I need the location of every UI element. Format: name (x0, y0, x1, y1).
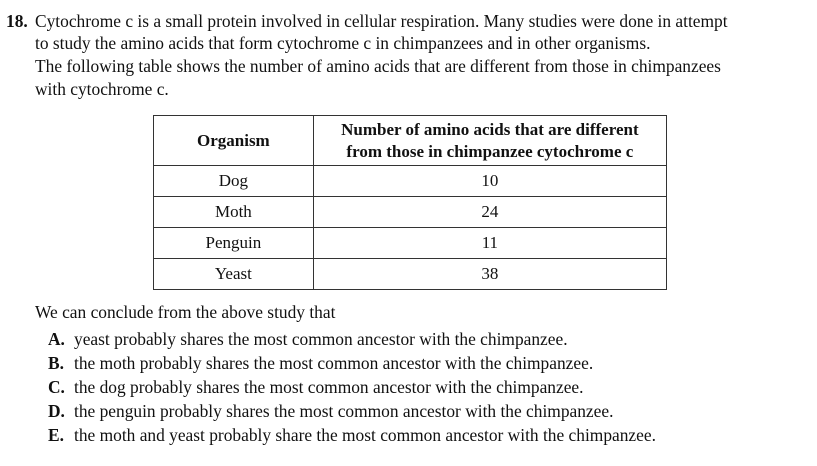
option-letter: D. (48, 401, 65, 421)
option-text: the dog probably shares the most common ancestor with the chimpanzee. (74, 377, 584, 397)
option-text: yeast probably shares the most common ancestor with the chimpanzee. (74, 329, 568, 349)
organism-cell: Dog (154, 166, 314, 197)
answer-option-c[interactable] (48, 376, 584, 398)
table-row (154, 166, 667, 197)
difference-value-cell: 10 (313, 166, 666, 197)
table-row (154, 197, 667, 228)
organism-cell: Yeast (154, 259, 314, 290)
table-row (154, 228, 667, 259)
question-stem: We can conclude from the above study that (35, 302, 336, 322)
header-difference-line-1: Number of amino acids that are different (341, 119, 639, 139)
header-difference-line-2: from those in chimpanzee cytochrome c (346, 141, 634, 161)
option-text: the moth probably shares the most common ancestor with the chimpanzee. (74, 353, 594, 373)
option-letter: A. (48, 329, 65, 349)
option-text: the moth and yeast probably share the most common ancestor with the chimpanzee. (74, 425, 656, 445)
option-letter: C. (48, 377, 65, 397)
table-row (154, 259, 667, 290)
organism-cell: Penguin (154, 228, 314, 259)
question-text-line-1: Cytochrome c is a small protein involved in cellular respiration. Many studies were done in attempt (35, 11, 728, 31)
difference-value-cell: 24 (313, 197, 666, 228)
answer-option-d[interactable] (48, 400, 613, 422)
option-letter: E. (48, 425, 64, 445)
amino-acid-difference-table (153, 115, 667, 290)
table-header-row (154, 116, 667, 166)
question-text-line-2: to study the amino acids that form cytochrome c in chimpanzees and in other organisms. (35, 33, 651, 53)
header-amino-acid-difference (313, 116, 666, 166)
answer-option-a[interactable] (48, 328, 568, 350)
option-letter: B. (48, 353, 64, 373)
answer-option-e[interactable] (48, 424, 656, 446)
question-text-line-4: with cytochrome c. (35, 79, 169, 99)
difference-value-cell: 11 (313, 228, 666, 259)
organism-cell: Moth (154, 197, 314, 228)
option-text: the penguin probably shares the most common ancestor with the chimpanzee. (74, 401, 614, 421)
answer-option-b[interactable] (48, 352, 593, 374)
question-number: 18. (6, 11, 28, 31)
difference-value-cell: 38 (313, 259, 666, 290)
question-text-line-3: The following table shows the number of amino acids that are different from those in chimpanzees (35, 56, 721, 76)
header-organism: Organism (154, 116, 314, 166)
